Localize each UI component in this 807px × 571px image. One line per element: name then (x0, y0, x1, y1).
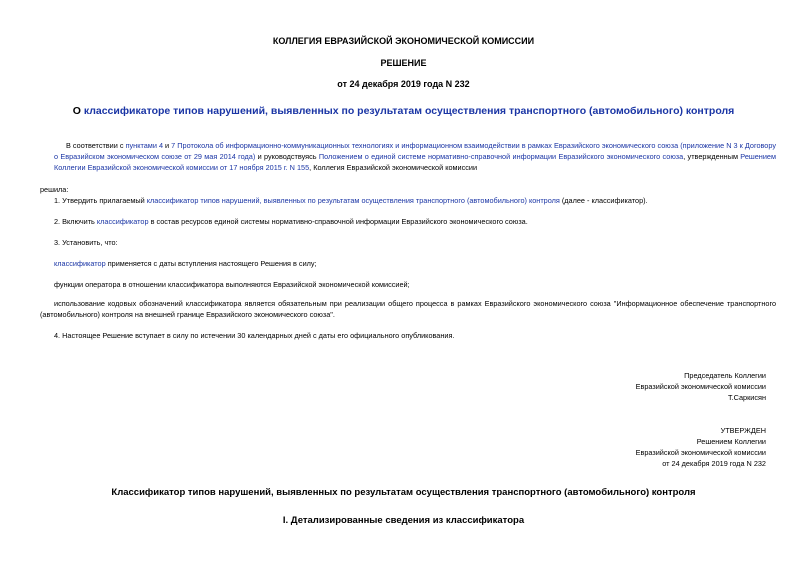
sub-a-text: применяется с даты вступления настоящего Решения в силу; (105, 259, 317, 268)
preamble-link-3[interactable]: Положением о единой системе нормативно-справочной информации Евразийского экономического союза (318, 152, 684, 161)
approval-decision: Решением Коллегии (696, 437, 766, 446)
preamble-text-3: и руководствуясь (255, 152, 319, 161)
item-4: 4. Настоящее Решение вступает в силу по истечении 30 календарных дней с даты его официального опубликования. (54, 331, 455, 340)
org-name: КОЛЛЕГИЯ ЕВРАЗИЙСКОЙ ЭКОНОМИЧЕСКОЙ КОМИССИИ (272, 36, 535, 46)
item-2-text: 2. Включить (54, 217, 97, 226)
signature-name: Т.Саркисян (727, 393, 766, 402)
title-link[interactable]: классификаторе типов нарушений, выявленных по результатам осуществления транспортного (автомобильного) контроля (83, 105, 735, 117)
approval-org: Евразийской экономической комиссии (635, 448, 766, 457)
item-2 (54, 216, 528, 227)
item-3-sub-b: функции оператора в отношении классификатора выполняются Евразийской экономической комиссией; (54, 280, 410, 289)
preamble-text-2: и (163, 141, 172, 150)
sub-a-link[interactable]: классификатор (54, 259, 106, 268)
signature-position: Председатель Коллегии (684, 371, 766, 380)
annex-title: Классификатор типов нарушений, выявленных по результатам осуществления транспортного (автомобильного) контроля (111, 487, 696, 498)
item-2-text-end: в состав ресурсов единой системы нормативно-справочной информации Евразийского экономического союза. (148, 217, 528, 226)
approval-title: УТВЕРЖДЕН (720, 426, 766, 435)
section-1-heading: I. Детализированные сведения из классификатора (282, 515, 525, 526)
preamble-link-2[interactable]: 7 Протокола об информационно-коммуникационных технологиях и информационном взаимодействии в рамках Евразийского экономического союза (приложение N 3 к Договору о Евразийском экономическом союзе от 29 мая 2014 года) (54, 141, 776, 161)
doc-type: РЕШЕНИЕ (380, 58, 427, 68)
item-1-link[interactable]: классификатор типов нарушений, выявленных по результатам осуществления транспортного (автомобильного) контроля (146, 196, 560, 205)
preamble (54, 140, 776, 173)
preamble-link-1[interactable]: пунктами 4 (125, 141, 163, 150)
item-1-text: 1. Утвердить прилагаемый (54, 196, 147, 205)
decided-label: решила: (40, 185, 69, 194)
item-3-sub-a (54, 258, 317, 269)
preamble-link-4[interactable]: Решением Коллегии Евразийской экономической комиссии от 17 ноября 2015 г. N 155 (54, 152, 776, 172)
item-3-sub-c: использование кодовых обозначений классификатора является обязательным при реализации общего процесса в рамках Евразийского экономического союза "Информационное обеспечение транспортного (автомобильного) контроля на внешней границе Евразийского экономического союза". (40, 299, 776, 319)
item-2-link[interactable]: классификатор (96, 217, 149, 226)
doc-date-number: от 24 декабря 2019 года N 232 (337, 79, 470, 89)
preamble-text-1: В соответствии с (66, 141, 126, 150)
item-1-text-end: (далее - классификатор). (559, 196, 648, 205)
preamble-text-4: , утвержденным (683, 152, 741, 161)
item-1 (54, 195, 648, 206)
item-3: 3. Установить, что: (54, 238, 118, 247)
approval-date: от 24 декабря 2019 года N 232 (662, 459, 766, 468)
page-title (0, 105, 807, 117)
preamble-text-5: , Коллегия Евразийской экономической комиссии (309, 163, 478, 172)
approval-block (560, 425, 766, 469)
signature-block (560, 370, 766, 403)
signature-org: Евразийской экономической комиссии (635, 382, 766, 391)
title-prefix: О (72, 105, 84, 117)
